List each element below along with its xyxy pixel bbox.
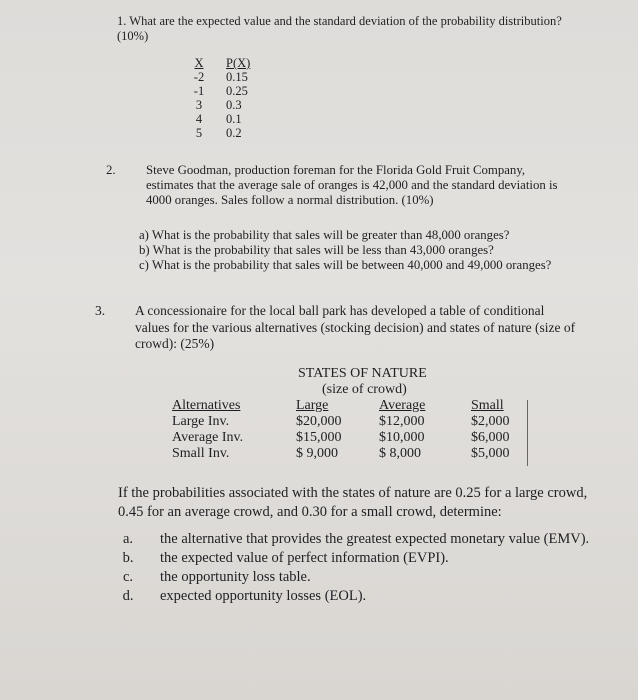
table-alternatives-column <box>172 398 243 462</box>
q2-body <box>146 163 558 208</box>
q1-p-value: 0.2 <box>226 126 242 140</box>
table-average-column <box>379 398 425 462</box>
q1-p-value: 0.3 <box>226 98 242 112</box>
small-header: Small <box>471 398 504 413</box>
q2-line: estimates that the average sale of oranges is 42,000 and the standard deviation is <box>146 178 558 192</box>
question-1 <box>117 14 562 44</box>
q2-part-c: c) What is the probability that sales will be between 40,000 and 49,000 oranges? <box>139 258 552 272</box>
row-label: Small Inv. <box>172 446 230 461</box>
q1-x-value: -2 <box>193 70 205 84</box>
q1-table-x-column <box>186 56 212 140</box>
table-subtitle: (size of crowd) <box>322 382 407 397</box>
q2-number: 2. <box>106 163 116 177</box>
q3-number: 3. <box>95 303 106 318</box>
q2-part-b: b) What is the probability that sales will be less than 43,000 oranges? <box>139 243 494 257</box>
table-cell: $ 8,000 <box>379 446 421 461</box>
list-letter: c. <box>122 569 134 585</box>
q3-list-items <box>160 530 589 606</box>
q1-text: 1. What are the expected value and the standard deviation of the probability distribution? <box>117 14 562 28</box>
q1-table-p-header: P(X) <box>226 56 251 70</box>
q3-line: A concessionaire for the local ball park has developed a table of conditional <box>135 303 545 318</box>
alternatives-header: Alternatives <box>172 398 241 413</box>
q2-part-a: a) What is the probability that sales will be greater than 48,000 oranges? <box>139 228 510 242</box>
q3-line: crowd): (25%) <box>135 336 215 351</box>
list-letter: a. <box>122 531 134 547</box>
table-cell: $15,000 <box>296 430 342 445</box>
q1-x-value: 4 <box>195 112 203 126</box>
q1-table-p-column <box>226 56 250 140</box>
table-large-column <box>296 398 342 462</box>
q3-line: values for the various alternatives (stocking decision) and states of nature (size of <box>135 319 576 335</box>
q3-prob-line: If the probabilities associated with the states of nature are 0.25 for a large crowd, <box>118 485 588 501</box>
q2-line: Steve Goodman, production foreman for the Florida Gold Fruit Company, <box>146 163 526 177</box>
table-cell: $ 9,000 <box>296 446 338 461</box>
q2-line: 4000 oranges. Sales follow a normal distribution. (10%) <box>146 193 434 207</box>
q2-subquestions <box>139 228 551 273</box>
q1-table-x-header: X <box>194 56 204 70</box>
table-cell: $6,000 <box>471 430 510 445</box>
large-header: Large <box>296 398 329 413</box>
q1-x-value: 3 <box>195 98 203 112</box>
list-item: the alternative that provides the greatest expected monetary value (EMV). <box>160 531 590 547</box>
table-cell: $12,000 <box>379 414 425 429</box>
q1-p-value: 0.25 <box>226 84 248 98</box>
q1-weight: (10%) <box>117 29 149 43</box>
table-cell: $5,000 <box>471 446 510 461</box>
q1-x-value: 5 <box>195 126 203 140</box>
row-label: Large Inv. <box>172 414 230 429</box>
q3-probabilities <box>118 484 587 522</box>
table-cell: $10,000 <box>379 430 425 445</box>
list-item: the opportunity loss table. <box>160 569 311 585</box>
row-label: Average Inv. <box>172 430 244 445</box>
q3-body <box>135 303 575 353</box>
list-item: expected opportunity losses (EOL). <box>160 588 367 604</box>
table-small-column <box>471 398 510 462</box>
table-cell: $2,000 <box>471 414 510 429</box>
q3-prob-line: 0.45 for an average crowd, and 0.30 for a small crowd, determine: <box>118 504 502 520</box>
q3-list-letters <box>116 530 140 606</box>
q1-p-value: 0.1 <box>226 112 242 126</box>
average-header: Average <box>379 398 426 413</box>
table-border-line <box>527 400 528 466</box>
q1-x-value: -1 <box>193 84 205 98</box>
table-cell: $20,000 <box>296 414 342 429</box>
list-item: the expected value of perfect information (EVPI). <box>160 550 449 566</box>
list-letter: d. <box>122 588 134 604</box>
table-title: STATES OF NATURE <box>298 366 427 381</box>
q1-p-value: 0.15 <box>226 70 248 84</box>
list-letter: b. <box>122 550 134 566</box>
